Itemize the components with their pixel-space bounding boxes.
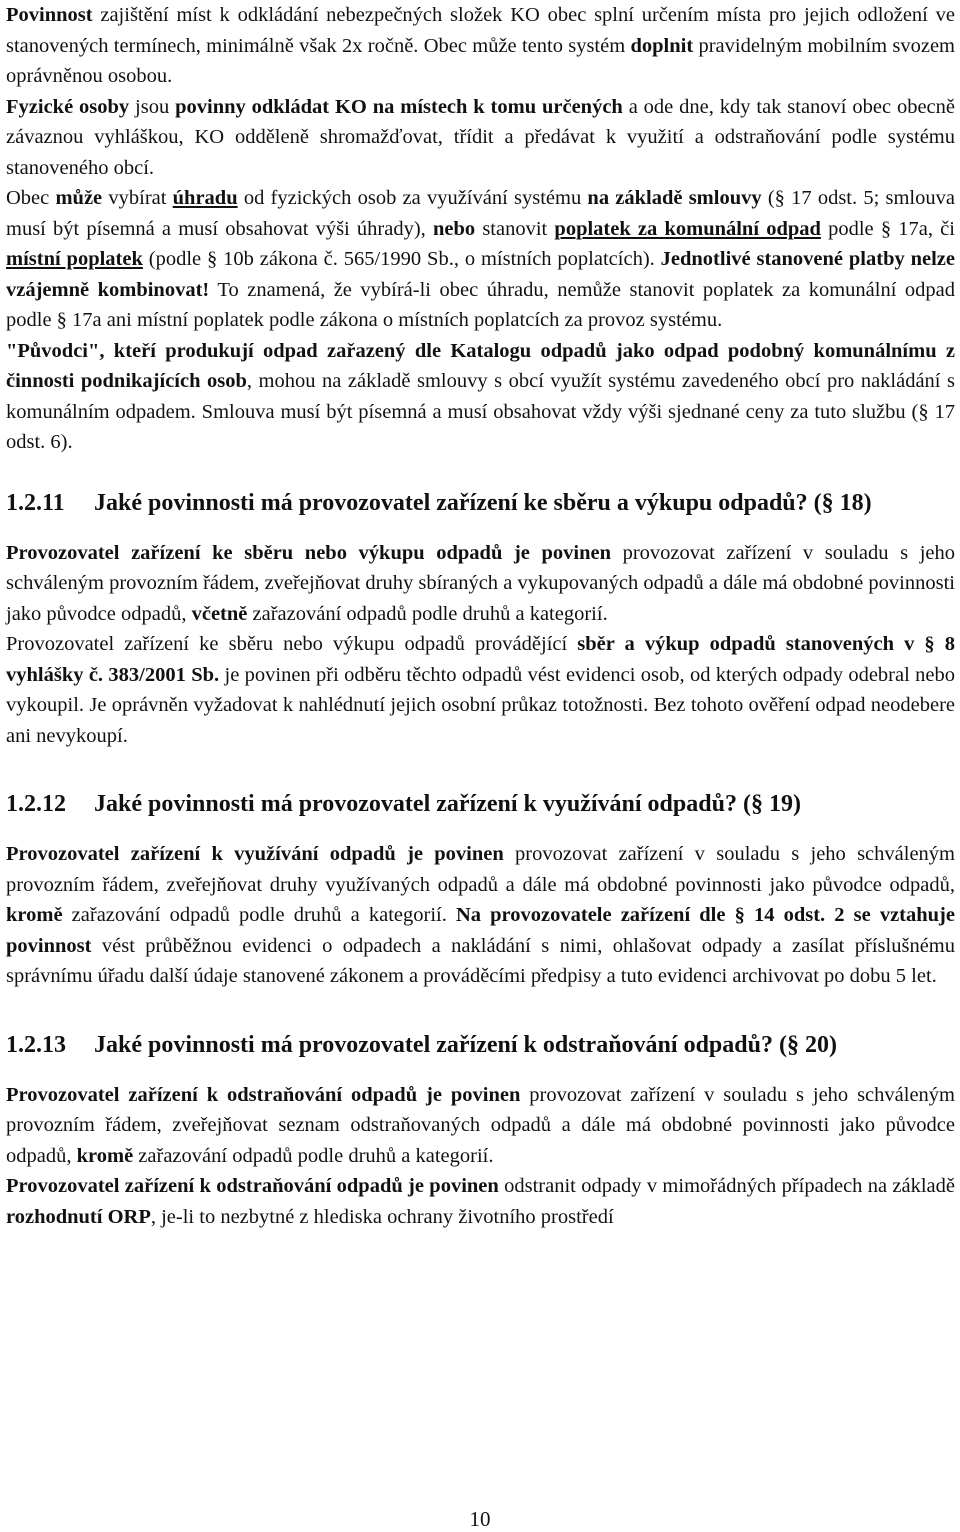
- document-page: [6, 0, 955, 1232]
- section-title: Jaké povinnosti má provozovatel zařízení k využívání odpadů? (§ 19): [94, 791, 801, 817]
- paragraph-disposal-operator-duties: Provozovatel zařízení k odstraňování odpadů je povinen provozovat zařízení v souladu s jeho schváleným provozním řádem, zveřejňovat seznam odstraňovaných odpadů a dále má obdobné povinnosti jako původce odpadů, kromě zařazování odpadů podle druhů a kategorií.: [6, 1083, 955, 1167]
- section-number: 1.2.13: [6, 1031, 66, 1058]
- paragraph-natural-persons-duties: Fyzické osoby jsou povinny odkládat KO na místech k tomu určených a ode dne, kdy tak stanoví obec obecně závaznou vyhláškou, KO odděleně shromažďovat, třídit a předávat k využití a odstraňování podle systému stanoveného obcí.: [6, 95, 955, 179]
- paragraph-recovery-operator-duties: Provozovatel zařízení k využívání odpadů je povinen provozovat zařízení v souladu s jeho schváleným provozním řádem, zveřejňovat druhy využívaných odpadů a dále má obdobné povinnosti jako původce odpadů, kromě zařazování odpadů podle druhů a kategorií. Na provozovatele zařízení dle § 14 odst. 2 se vztahuje povinnost vést průběžnou evidenci o odpadech a nakládání s nimi, ohlašovat odpady a zasílat příslušnému správnímu úřadu další údaje stanovené zákonem a prováděcími předpisy a tuto evidenci archivovat po dobu 5 let.: [6, 843, 955, 987]
- section-number: 1.2.12: [6, 791, 66, 817]
- section-heading-1-2-12: [6, 789, 955, 819]
- paragraph-municipal-fees: Obec může vybírat úhradu od fyzických osob za využívání systému na základě smlouvy (§ 17 odst. 5; smlouva musí být písemná a musí obsahovat výši úhrady), nebo stanovit poplatek za komunální odpad podle § 17a, či místní poplatek (podle § 10b zákona č. 565/1990 Sb., o místních poplatcích). Jednotlivé stanovené platby nelze vzájemně kombinovat! To znamená, že vybírá-li obec úhradu, nemůže stanovit poplatek za komunální odpad podle § 17a ani místní poplatek podle zákona o místních poplatcích za provoz systému.: [6, 187, 956, 331]
- paragraph-collection-operator-records: Provozovatel zařízení ke sběru nebo výkupu odpadů provádějící sběr a výkup odpadů stanovených v § 8 vyhlášky č. 383/2001 Sb. je povinen při odběru těchto odpadů vést evidenci osob, od kterých odpady odebral nebo vykoupil. Je oprávněn vyžadovat k nahlédnutí jejich osobní průkaz totožnosti. Bez tohoto ověření odpad neodebere ani nevykoupí.: [6, 633, 955, 747]
- section-number: 1.2.11: [6, 489, 65, 516]
- paragraph-disposal-operator-emergency: Provozovatel zařízení k odstraňování odpadů je povinen odstranit odpady v mimořádných případech na základě rozhodnutí ORP, je-li to nezbytné z hlediska ochrany životního prostředí: [6, 1175, 956, 1228]
- section-heading-1-2-13: [6, 1030, 955, 1060]
- section-heading-1-2-11: [6, 488, 955, 518]
- section-title: Jaké povinnosti má provozovatel zařízení k odstraňování odpadů? (§ 20): [94, 1031, 837, 1058]
- section-title: Jaké povinnosti má provozovatel zařízení ke sběru a výkupu odpadů? (§ 18): [94, 489, 872, 516]
- paragraph-hazardous-waste-collection: Povinnost zajištění míst k odkládání nebezpečných složek KO obec splní určením místa pro jejich odložení ve stanovených termínech, minimálně však 2x ročně. Obec může tento systém doplnit pravidelným mobilním svozem oprávněnou osobou.: [6, 4, 955, 87]
- page-number: 10: [469, 1507, 491, 1531]
- paragraph-collection-operator-duties: Provozovatel zařízení ke sběru nebo výkupu odpadů je povinen provozovat zařízení v souladu s jeho schváleným provozním řádem, zveřejňovat druhy sbíraných a vykupovaných odpadů a dále má obdobné povinnosti jako původce odpadů, včetně zařazování odpadů podle druhů a kategorií.: [6, 541, 955, 625]
- paragraph-business-originators: "Původci", kteří produkují odpad zařazený dle Katalogu odpadů jako odpad podobný komunálnímu z činnosti podnikajících osob, mohou na základě smlouvy s obcí využít systému zavedeného obcí pro nakládání s komunálním odpadem. Smlouva musí být písemná a musí obsahovat vždy výši sjednané ceny za tuto službu (§ 17 odst. 6).: [6, 339, 956, 453]
